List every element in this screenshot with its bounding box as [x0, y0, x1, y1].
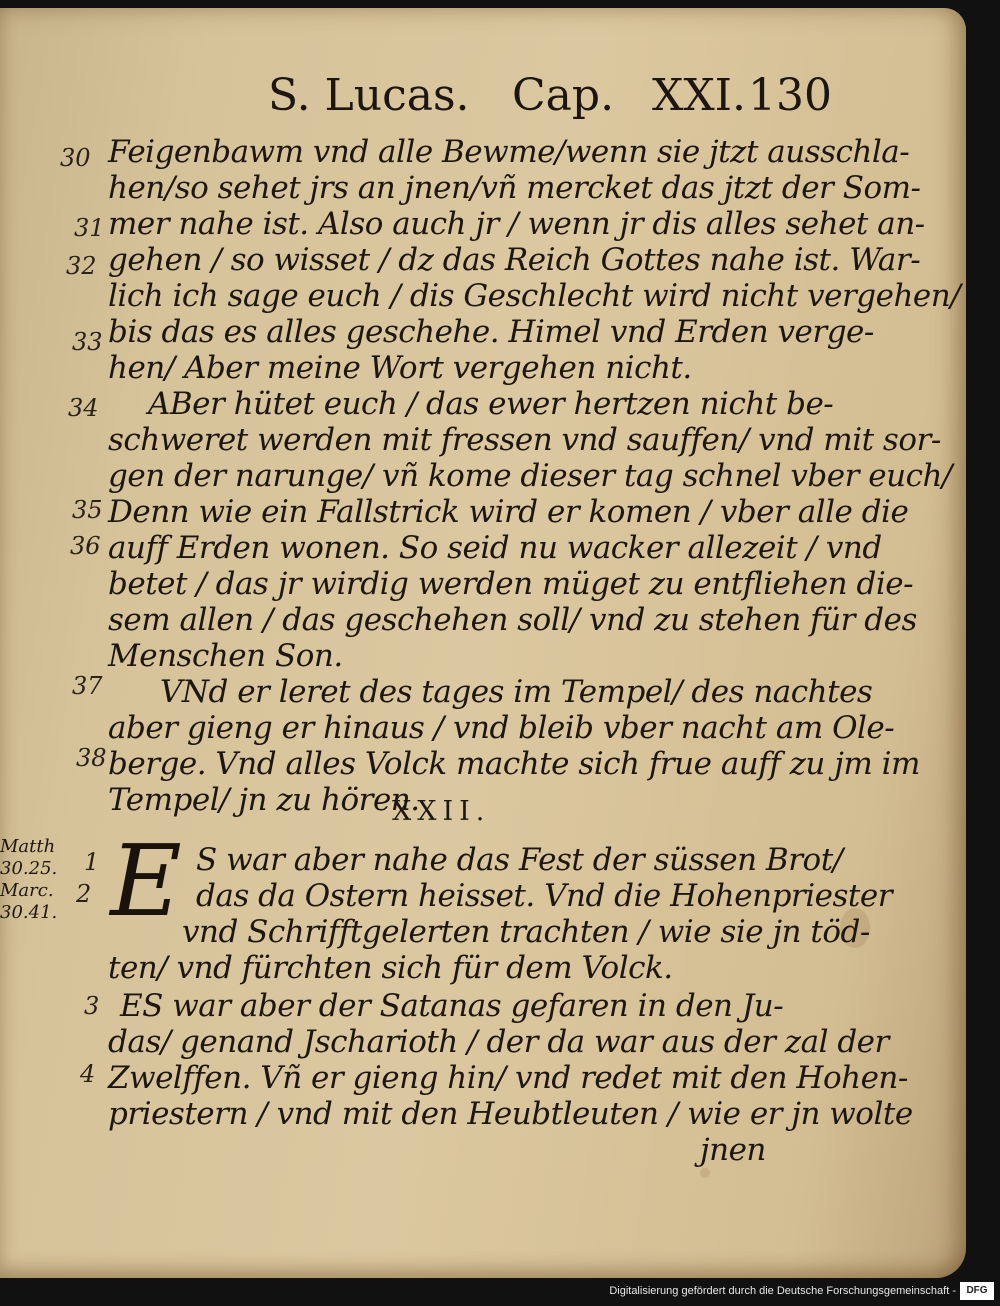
verse-number: 32 — [66, 252, 97, 280]
text-line: lich ich sage euch / dis Geschlecht wird nicht vergehen/ — [108, 278, 961, 314]
text-line: betet / das jr wirdig werden müget zu entfliehen die- — [108, 566, 914, 602]
chapter-heading: XXII. — [392, 796, 491, 827]
text-line: mer nahe ist. Also auch jr / wenn jr dis alles sehet an- — [108, 206, 925, 242]
verse-number: 31 — [74, 214, 105, 242]
catchword: jnen — [700, 1132, 766, 1168]
text-line: Feigenbawm vnd alle Bewme/wenn sie jtzt ausschla- — [108, 134, 910, 170]
dfg-logo[interactable]: DFG — [960, 1282, 994, 1300]
text-line: ES war aber der Satanas gefaren in den Ju- — [120, 988, 784, 1024]
text-line: hen/so sehet jrs an jnen/vñ mercket das jtzt der Som- — [108, 170, 921, 206]
verse-number: 30 — [60, 144, 91, 172]
margin-reference: Marc. — [0, 880, 54, 901]
paper-stain — [700, 1168, 710, 1178]
verse-number: 2 — [76, 880, 92, 908]
footer-credit: Digitalisierung gefördert durch die Deutsche Forschungsgemeinschaft - — [609, 1285, 956, 1297]
verse-number: 37 — [72, 672, 103, 700]
verse-number: 35 — [72, 496, 103, 524]
header-cap: Cap. — [512, 70, 615, 121]
text-line: Zwelffen. Vñ er gieng hin/ vnd redet mit den Hohen- — [108, 1060, 908, 1096]
footer-bar — [0, 1278, 1000, 1306]
text-line: Tempel/ jn zu hören. — [108, 782, 420, 818]
verse-number: 4 — [80, 1060, 96, 1088]
header-evangelist: S. Lucas. — [268, 70, 470, 121]
text-line: bis das es alles geschehe. Himel vnd Erden verge- — [108, 314, 874, 350]
text-line: priestern / vnd mit den Heubtleuten / wie er jn wolte — [108, 1096, 913, 1132]
text-line: VNd er leret des tages im Tempel/ des nachtes — [160, 674, 873, 710]
verse-number: 38 — [76, 744, 107, 772]
text-line: das da Ostern heisset. Vnd die Hohenpriester — [196, 878, 893, 914]
text-line: das/ genand Jscharioth / der da war aus der zal der — [108, 1024, 889, 1060]
header-folio: 130 — [748, 70, 832, 121]
text-line: vnd Schrifftgelerten trachten / wie sie jn töd- — [182, 914, 870, 950]
verse-number: 34 — [68, 394, 99, 422]
text-line: ABer hütet euch / das ewer hertzen nicht be- — [148, 386, 834, 422]
verse-number: 36 — [70, 532, 101, 560]
text-line: gehen / so wisset / dz das Reich Gottes nahe ist. War- — [108, 242, 921, 278]
running-header — [0, 70, 966, 130]
text-line: Denn wie ein Fallstrick wird er komen / vber alle die — [108, 494, 909, 530]
margin-reference: 30.25. — [0, 858, 58, 879]
text-line: S war aber nahe das Fest der süssen Brot/ — [196, 842, 843, 878]
text-line: gen der narunge/ vñ kome dieser tag schnel vber euch/ — [108, 458, 952, 494]
text-line: ten/ vnd fürchten sich für dem Volck. — [108, 950, 673, 986]
margin-reference: Matth — [0, 836, 56, 857]
drop-cap-initial: E — [110, 825, 182, 939]
text-line: schweret werden mit fressen vnd sauffen/ vnd mit sor- — [108, 422, 941, 458]
text-line: aber gieng er hinaus / vnd bleib vber nacht am Ole- — [108, 710, 895, 746]
header-chapter: XXI. — [652, 70, 747, 121]
book-page — [0, 8, 966, 1278]
text-line: sem allen / das geschehen soll/ vnd zu stehen für des — [108, 602, 917, 638]
margin-reference: 30.41. — [0, 902, 58, 923]
verse-number: 1 — [84, 848, 100, 876]
verse-number: 3 — [84, 992, 100, 1020]
verse-number: 33 — [72, 328, 103, 356]
text-line: Menschen Son. — [108, 638, 343, 674]
text-line: berge. Vnd alles Volck machte sich frue auff zu jm im — [108, 746, 920, 782]
text-line: hen/ Aber meine Wort vergehen nicht. — [108, 350, 692, 386]
text-line: auff Erden wonen. So seid nu wacker allezeit / vnd — [108, 530, 882, 566]
